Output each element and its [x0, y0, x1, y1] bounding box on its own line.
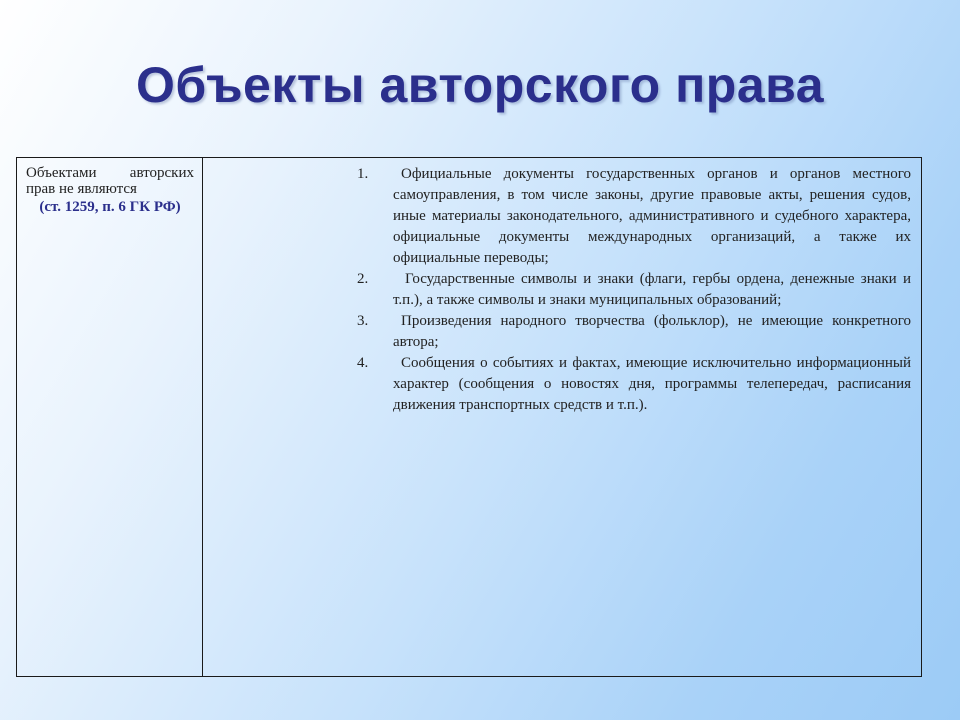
- list-item: [203, 269, 911, 311]
- list-item: [203, 164, 911, 269]
- content-table: [16, 157, 922, 677]
- left-cell-text: Объектами авторских прав не являются: [26, 165, 194, 197]
- list-item-number: 3.: [357, 313, 369, 329]
- legal-reference: (ст. 1259, п. 6 ГК РФ): [39, 199, 181, 215]
- list-item-number: 2.: [357, 271, 369, 287]
- list-item-number: 4.: [357, 355, 369, 371]
- list-item-number: 1.: [357, 166, 369, 182]
- exclusions-list: [203, 164, 911, 416]
- list-item-text: Сообщения о событиях и фактах, имеющие исключительно информационный характер (сообщения о новостях дня, программы телепередач, расписания движения транспортных средств и т.п.).: [393, 355, 911, 413]
- list-item: [203, 353, 911, 416]
- left-cell: [17, 158, 203, 676]
- list-item-text: Государственные символы и знаки (флаги, гербы ордена, денежные знаки и т.п.), а также символы и знаки муниципальных образований;: [393, 271, 911, 308]
- list-item-text: Официальные документы государственных органов и органов местного самоуправления, в том числе законы, другие правовые акты, решения судов, иные материалы законодательного, административного и судебного характера, официальные документы международных организаций, а также их официальные переводы;: [393, 166, 911, 266]
- slide-title: Объекты авторского права: [135, 57, 825, 113]
- list-item: [203, 311, 911, 353]
- right-cell: [203, 158, 921, 676]
- list-item-text: Произведения народного творчества (фольклор), не имеющие конкретного автора;: [393, 313, 911, 350]
